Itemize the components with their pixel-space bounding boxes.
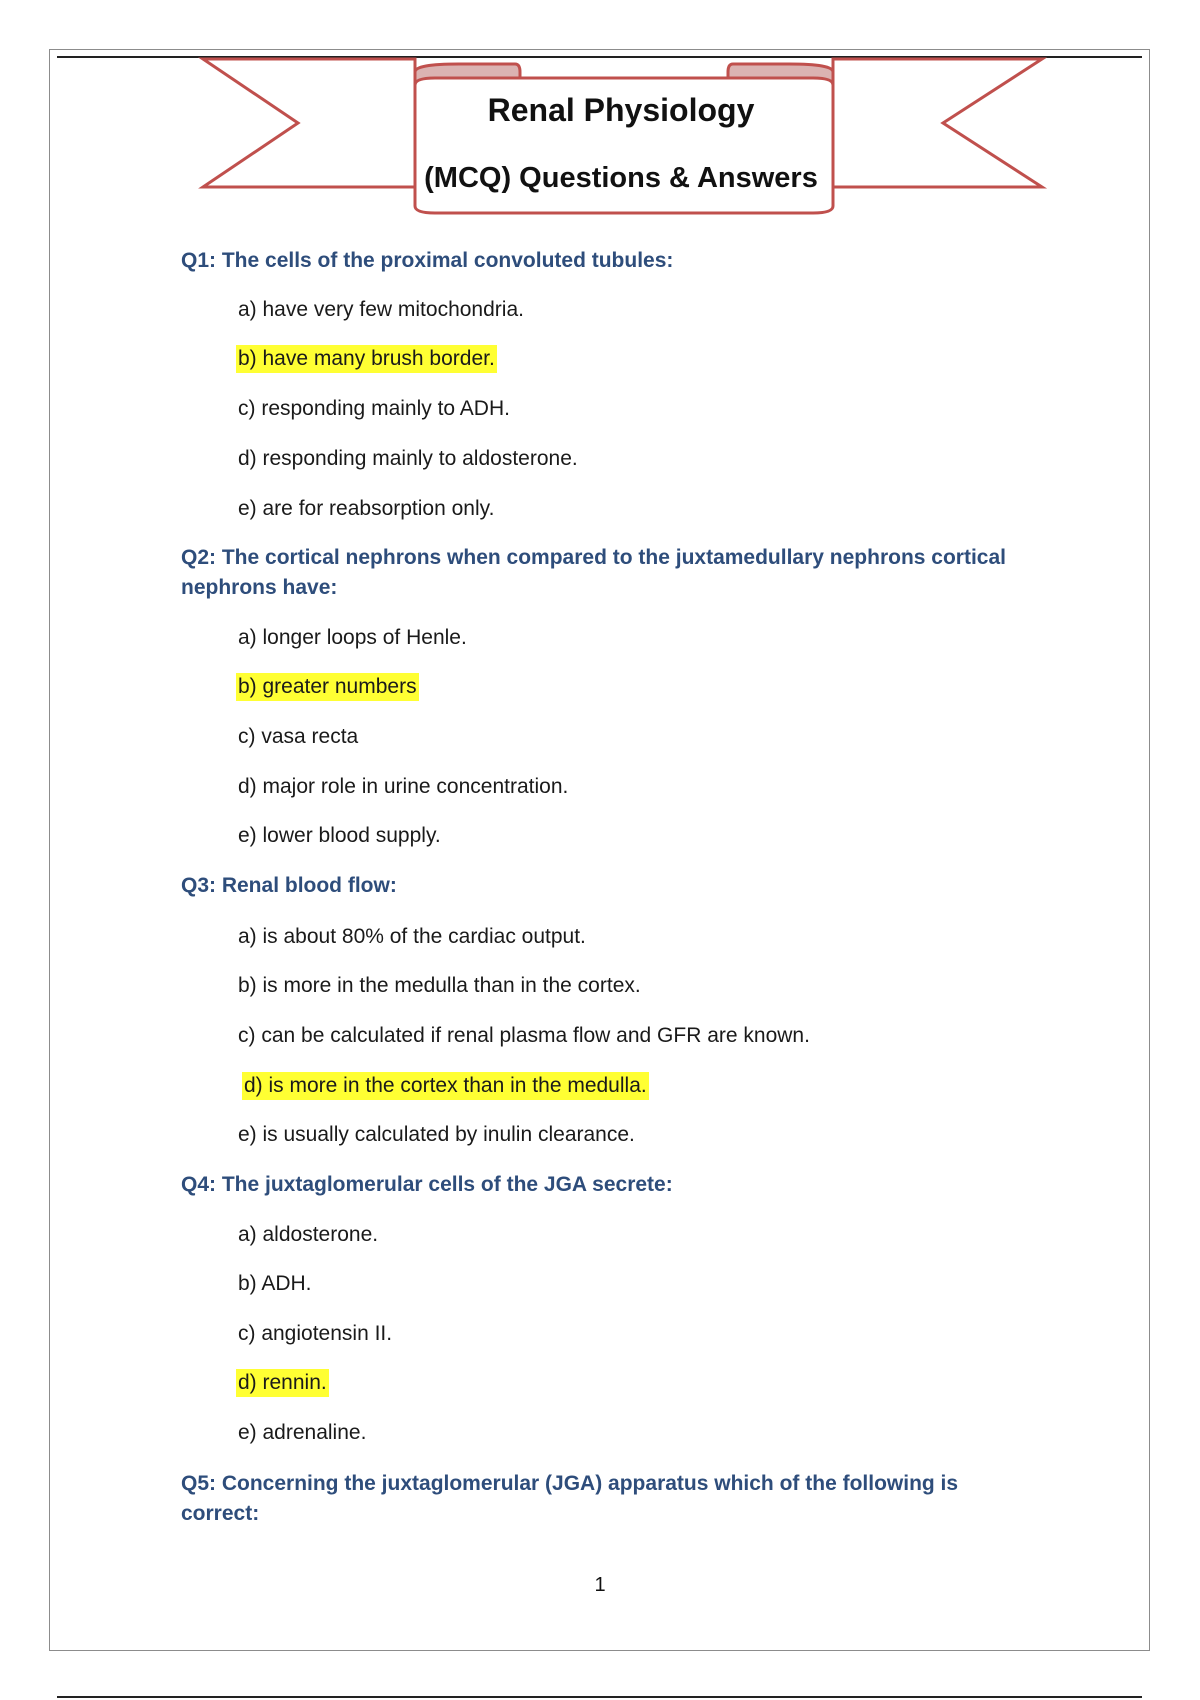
q4-option-b: b) ADH. [238,1272,312,1295]
q1-option-c: c) responding mainly to ADH. [238,397,510,420]
ribbon-right-tail [833,59,1042,187]
q3-option-c: c) can be calculated if renal plasma flow and GFR are known. [238,1024,810,1047]
q2-option-e: e) lower blood supply. [238,824,441,847]
q3-option-d-answer: d) is more in the cortex than in the medulla. [242,1072,649,1100]
q3-option-e: e) is usually calculated by inulin clearance. [238,1123,635,1146]
question-4: Q4: The juxtaglomerular cells of the JGA secrete: [181,1173,673,1196]
q2-option-a: a) longer loops of Henle. [238,626,467,649]
q2-option-d: d) major role in urine concentration. [238,775,569,798]
q3-option-b: b) is more in the medulla than in the cortex. [238,974,641,997]
question-3: Q3: Renal blood flow: [181,874,397,897]
q1-option-a: a) have very few mitochondria. [238,298,524,321]
q1-option-d: d) responding mainly to aldosterone. [238,447,578,470]
q2-option-b-answer: b) greater numbers [236,673,419,701]
question-1: Q1: The cells of the proximal convoluted tubules: [181,249,674,272]
q4-option-c: c) angiotensin II. [238,1322,393,1345]
page-border [49,49,1150,1651]
document-subtitle: (MCQ) Questions & Answers [424,162,818,194]
q4-option-d-answer: d) rennin. [236,1369,329,1397]
question-2: Q2: The cortical nephrons when compared to the juxtamedullary nephrons cortical nephrons have: [181,546,1006,599]
q1-option-b-answer: b) have many brush border. [236,345,497,373]
q2-option-c: c) vasa recta [238,725,359,748]
q4-option-a: a) aldosterone. [238,1223,379,1246]
question-5: Q5: Concerning the juxtaglomerular (JGA) apparatus which of the following is correct: [181,1472,959,1525]
bottom-rule [57,1696,1142,1698]
q1-option-e: e) are for reabsorption only. [238,497,495,520]
ribbon-left-tail [203,59,415,187]
q4-option-e: e) adrenaline. [238,1421,367,1444]
document-title: Renal Physiology [487,92,755,128]
page-number: 1 [594,1574,606,1596]
q3-option-a: a) is about 80% of the cardiac output. [238,925,586,948]
